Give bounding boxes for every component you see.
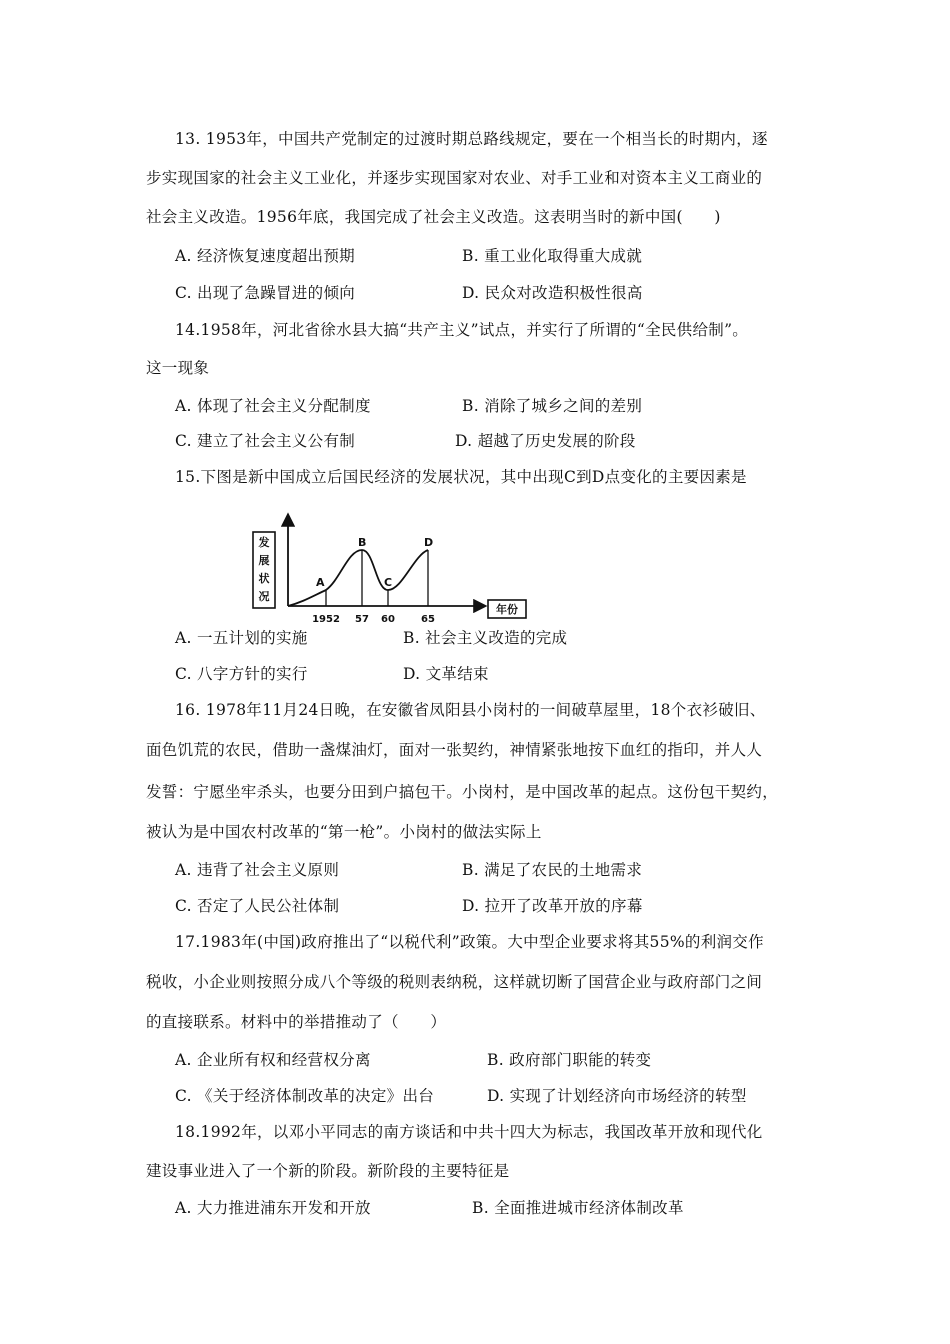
q17-option-c[interactable]: C. 《关于经济体制改革的决定》出台 — [175, 1087, 435, 1105]
q16-option-d[interactable]: D. 拉开了改革开放的序幕 — [462, 897, 643, 915]
q13-option-d[interactable]: D. 民众对改造积极性很高 — [462, 284, 643, 302]
q16-option-b[interactable]: B. 满足了农民的土地需求 — [462, 861, 643, 879]
point-label-c: C — [384, 576, 393, 589]
q17-stem-line1: 17.1983年(中国)政府推出了“以税代利”政策。大中型企业要求将其55%的利润交作 — [175, 933, 764, 951]
q17-option-a[interactable]: A. 企业所有权和经营权分离 — [175, 1051, 371, 1069]
q17-stem-line2: 税收，小企业则按照分成八个等级的税则表纳税，这样就切断了国营企业与政府部门之间 — [146, 973, 763, 991]
q16-option-a[interactable]: A. 违背了社会主义原则 — [175, 861, 340, 879]
x-tick-label: 65 — [421, 614, 435, 625]
q18-option-a[interactable]: A. 大力推进浦东开发和开放 — [175, 1199, 371, 1217]
x-tick-label: 57 — [355, 614, 369, 625]
ylabel-char: 展 — [258, 554, 270, 567]
q15-option-a[interactable]: A. 一五计划的实施 — [175, 629, 308, 647]
q13-option-a[interactable]: A. 经济恢复速度超出预期 — [175, 247, 355, 265]
q14-option-d[interactable]: D. 超越了历史发展的阶段 — [455, 432, 636, 450]
q13-stem-line2: 步实现国家的社会主义工业化，并逐步实现国家对农业、对手工业和对资本主义工商业的 — [146, 169, 763, 187]
q14-option-a[interactable]: A. 体现了社会主义分配制度 — [175, 397, 371, 415]
x-tick-label: 60 — [381, 614, 395, 625]
development-curve — [288, 550, 428, 606]
xlabel: 年份 — [496, 603, 518, 616]
point-label-a: A — [316, 576, 325, 589]
q15-option-c[interactable]: C. 八字方针的实行 — [175, 665, 308, 683]
q16-stem-line2: 面色饥荒的农民，借助一盏煤油灯，面对一张契约，神情紧张地按下血红的指印，并人人 — [146, 741, 763, 759]
point-label-d: D — [424, 536, 434, 549]
q14-stem-line1: 14.1958年，河北省徐水县大搞“共产主义”试点，并实行了所谓的“全民供给制”。 — [175, 321, 749, 339]
point-label-b: B — [358, 536, 367, 549]
q16-stem-line4: 被认为是中国农村改革的“第一枪”。小岗村的做法实际上 — [146, 823, 542, 841]
q18-stem-line1: 18.1992年，以邓小平同志的南方谈话和中共十四大为标志，我国改革开放和现代化 — [175, 1123, 763, 1141]
q18-stem-line2: 建设事业进入了一个新的阶段。新阶段的主要特征是 — [146, 1162, 510, 1180]
ylabel — [258, 535, 270, 603]
q17-stem-line3: 的直接联系。材料中的举措推动了（ ） — [146, 1013, 447, 1031]
ylabel-char: 况 — [258, 590, 270, 603]
q13-stem-line1: 13. 1953年，中国共产党制定的过渡时期总路线规定，要在一个相当长的时期内，逐 — [175, 130, 768, 148]
x-tick-label: 1952 — [312, 614, 340, 625]
economy-development-chart — [248, 510, 538, 630]
q14-stem-line2: 这一现象 — [146, 359, 210, 377]
chart-svg — [248, 510, 538, 630]
ylabel-char: 状 — [258, 572, 270, 585]
ylabel-char: 发 — [258, 536, 270, 549]
q15-option-d[interactable]: D. 文革结束 — [403, 665, 489, 683]
q16-stem-line1: 16. 1978年11月24日晚，在安徽省凤阳县小岗村的一间破草屋里，18个衣衫破旧、 — [175, 701, 766, 719]
q15-stem-line1: 15.下图是新中国成立后国民经济的发展状况，其中出现C到D点变化的主要因素是 — [175, 468, 747, 486]
q13-stem-line3: 社会主义改造。1956年底，我国完成了社会主义改造。这表明当时的新中国( ) — [146, 208, 721, 226]
q17-option-b[interactable]: B. 政府部门职能的转变 — [487, 1051, 652, 1069]
q14-option-b[interactable]: B. 消除了城乡之间的差别 — [462, 397, 643, 415]
q15-option-b[interactable]: B. 社会主义改造的完成 — [403, 629, 568, 647]
q14-option-c[interactable]: C. 建立了社会主义公有制 — [175, 432, 356, 450]
q16-stem-line3: 发誓：宁愿坐牢杀头，也要分田到户搞包干。小岗村，是中国改革的起点。这份包干契约， — [146, 783, 779, 801]
q18-option-b[interactable]: B. 全面推进城市经济体制改革 — [472, 1199, 684, 1217]
q13-option-c[interactable]: C. 出现了急躁冒进的倾向 — [175, 284, 356, 302]
q13-option-b[interactable]: B. 重工业化取得重大成就 — [462, 247, 643, 265]
q17-option-d[interactable]: D. 实现了计划经济向市场经济的转型 — [487, 1087, 747, 1105]
q16-option-c[interactable]: C. 否定了人民公社体制 — [175, 897, 340, 915]
